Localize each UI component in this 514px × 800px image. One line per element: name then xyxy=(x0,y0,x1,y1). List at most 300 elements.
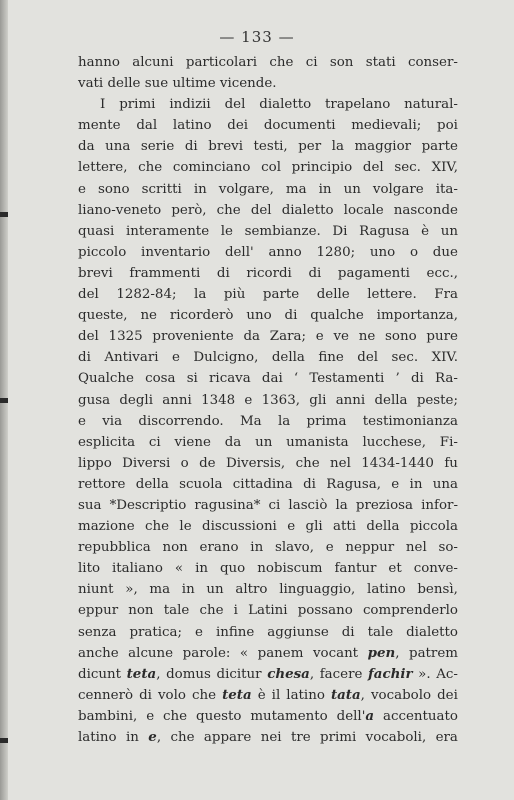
text-line xyxy=(78,664,458,685)
margin-mark xyxy=(0,212,8,217)
word: che xyxy=(163,708,188,724)
word: dialetto xyxy=(281,202,334,218)
word: Fi- xyxy=(439,434,458,450)
margin-mark xyxy=(0,398,8,403)
word: del xyxy=(224,97,246,113)
word: discorrendo. xyxy=(138,413,224,429)
text-line xyxy=(78,706,458,727)
word: e xyxy=(315,329,324,345)
word: in xyxy=(195,561,208,577)
word: in xyxy=(126,730,139,745)
word: piccolo xyxy=(78,244,127,260)
word: uno xyxy=(369,244,396,260)
word: della xyxy=(374,392,408,408)
word: Ra- xyxy=(434,371,458,387)
word: lito xyxy=(78,561,101,577)
word: in xyxy=(409,476,423,492)
word: primi xyxy=(119,97,156,113)
word: parte xyxy=(262,287,300,303)
word: 1325 xyxy=(108,329,143,345)
text-line xyxy=(78,643,458,664)
word: sec. xyxy=(391,350,419,366)
word: e xyxy=(244,392,253,408)
word: sec. xyxy=(394,160,421,176)
word: medievali; xyxy=(351,118,422,134)
word: di xyxy=(284,308,298,324)
word: volgare xyxy=(372,181,424,197)
word: quo xyxy=(219,561,246,577)
word: lasciò xyxy=(288,497,328,513)
word: Qualche xyxy=(78,371,134,387)
word: testimonianza xyxy=(362,413,458,429)
word: senza xyxy=(78,624,117,640)
text-line xyxy=(78,453,458,474)
word: anche xyxy=(78,645,119,661)
text-line xyxy=(78,537,458,558)
word: gli xyxy=(309,392,327,408)
word: per xyxy=(298,139,322,155)
word: sembianze. xyxy=(244,223,321,239)
word: Fra xyxy=(434,287,458,303)
text-line xyxy=(78,115,458,136)
word: testi, xyxy=(253,139,288,155)
word: ragusina* xyxy=(194,497,261,513)
word: era xyxy=(435,730,458,745)
word: viene xyxy=(174,434,211,450)
word: di xyxy=(216,265,230,281)
word: il xyxy=(271,687,281,703)
text-line xyxy=(78,411,458,432)
word: », xyxy=(125,582,138,598)
word: slavo, xyxy=(274,540,314,556)
word: in xyxy=(193,181,207,197)
word: ». xyxy=(418,666,431,682)
word: ita- xyxy=(435,181,458,197)
word: anni xyxy=(335,392,366,408)
word: e xyxy=(195,624,203,640)
word: degli xyxy=(119,392,153,408)
word: atti xyxy=(333,519,357,535)
word: di xyxy=(78,350,91,366)
word: da xyxy=(78,139,95,155)
word: dai xyxy=(261,371,283,387)
word: brevi xyxy=(208,139,243,155)
text-line xyxy=(78,600,458,621)
word: di xyxy=(341,624,355,640)
word: de xyxy=(199,455,216,471)
word: pen, xyxy=(367,644,400,661)
word: quasi xyxy=(78,223,115,239)
text-line xyxy=(78,242,458,263)
word: e xyxy=(172,350,180,366)
word: proveniente xyxy=(152,329,234,345)
word: del xyxy=(357,350,379,366)
word: italiano xyxy=(112,561,163,577)
word: queste, xyxy=(78,308,128,324)
word: che xyxy=(199,603,224,619)
word: o xyxy=(409,244,419,260)
word: natural- xyxy=(404,97,458,113)
word: stati xyxy=(365,55,396,70)
word: le xyxy=(220,223,233,239)
word: ‘ xyxy=(293,371,299,387)
word: trapelano xyxy=(325,97,391,113)
word: scritti xyxy=(141,181,182,197)
word: tata, xyxy=(330,686,365,703)
word: gli xyxy=(305,519,323,535)
word: e, xyxy=(148,729,162,745)
word: possano xyxy=(297,603,353,619)
word: Dulcigno, xyxy=(193,350,259,366)
word: comprenderlo xyxy=(362,603,458,619)
word: da xyxy=(243,329,261,345)
word: della xyxy=(135,476,169,492)
word: chesa, xyxy=(267,665,315,682)
text-line xyxy=(78,347,458,368)
word: non xyxy=(162,540,188,556)
word: scuola xyxy=(179,476,223,492)
word: col xyxy=(261,160,281,176)
word: repubblica xyxy=(78,540,151,556)
word: un xyxy=(255,434,273,450)
word: alcune xyxy=(128,645,174,661)
word: del xyxy=(362,160,384,176)
text-line xyxy=(78,495,458,516)
word: dal xyxy=(136,118,158,134)
word: mutamento xyxy=(250,708,328,724)
word: delle xyxy=(107,76,141,92)
word: una xyxy=(432,476,458,492)
word: anno xyxy=(268,244,302,260)
word: particolari xyxy=(185,55,258,70)
word: « xyxy=(174,561,184,577)
word: infine xyxy=(215,624,255,640)
word: piccola xyxy=(409,519,458,535)
word: ’ xyxy=(395,371,400,387)
word: ne xyxy=(358,329,376,345)
word: da xyxy=(224,434,242,450)
word: serie xyxy=(140,139,175,155)
word: vocabolo xyxy=(370,687,432,703)
text-line xyxy=(78,432,458,453)
word: fine xyxy=(318,350,344,366)
word: della xyxy=(366,519,400,535)
word: due xyxy=(432,244,458,260)
word: i xyxy=(233,603,238,619)
word: linguaggio, xyxy=(279,582,356,598)
word: accentuato xyxy=(382,708,458,724)
word: hanno xyxy=(78,55,120,70)
word: e xyxy=(325,540,334,556)
text-line xyxy=(78,52,458,73)
word: la xyxy=(335,497,348,513)
word: niunt xyxy=(78,582,114,598)
word: discussioni xyxy=(202,519,277,535)
word: mazione xyxy=(78,519,135,535)
word: latino xyxy=(286,687,325,703)
word: appare xyxy=(203,730,252,745)
word: conser- xyxy=(407,55,458,70)
word: ne xyxy=(140,308,157,324)
word: cosa xyxy=(145,371,176,387)
word: e xyxy=(146,708,155,724)
word: dialetto xyxy=(259,97,312,113)
word: teta xyxy=(222,686,252,703)
word: son xyxy=(329,55,354,70)
word: è xyxy=(257,687,266,703)
word: latino xyxy=(367,582,406,598)
word: un xyxy=(206,582,224,598)
word: ci xyxy=(268,497,281,513)
word: teta, xyxy=(126,665,161,682)
text-line xyxy=(78,179,458,200)
word: vicende. xyxy=(219,76,277,92)
word: che xyxy=(295,455,320,471)
word: primi xyxy=(320,730,357,745)
word: un xyxy=(440,223,458,239)
word: dei xyxy=(227,118,249,134)
word: in xyxy=(318,181,332,197)
margin-mark xyxy=(0,738,8,743)
word: patrem xyxy=(409,645,458,661)
word: mente xyxy=(78,118,121,134)
word: *Descriptio xyxy=(109,497,187,513)
word: bambini, xyxy=(78,708,138,724)
word: di xyxy=(303,476,316,492)
word: che xyxy=(145,519,170,535)
text-line xyxy=(78,73,458,94)
word: interamente xyxy=(125,223,210,239)
text-line xyxy=(78,558,458,579)
word: latino xyxy=(172,118,212,134)
word: ricorderò xyxy=(169,308,234,324)
word: parte xyxy=(421,139,458,155)
word: del xyxy=(250,202,272,218)
word: di xyxy=(410,371,424,387)
word: dell' xyxy=(224,244,254,260)
word: documenti xyxy=(263,118,336,134)
word: bensì, xyxy=(417,582,458,598)
text-line xyxy=(78,221,458,242)
word: principio xyxy=(291,160,353,176)
word: preziosa xyxy=(355,497,414,513)
word: è xyxy=(421,223,430,239)
word: tre xyxy=(290,730,311,745)
word: panem xyxy=(257,645,304,661)
text-line xyxy=(78,727,458,748)
word: via xyxy=(102,413,123,429)
text-line xyxy=(78,516,458,537)
word: la xyxy=(277,413,291,429)
word: pure xyxy=(426,329,458,345)
text-line xyxy=(78,474,458,495)
word: infor- xyxy=(421,497,458,513)
word: domus xyxy=(166,666,211,682)
word: del xyxy=(78,329,99,345)
word: cittadina xyxy=(232,476,293,492)
word: neppur xyxy=(345,540,395,556)
text-line xyxy=(78,579,458,600)
text-line xyxy=(78,94,458,115)
word: locale xyxy=(343,202,384,218)
word: maggior xyxy=(354,139,412,155)
word: so- xyxy=(438,540,458,556)
word: volo xyxy=(157,687,186,703)
word: et xyxy=(388,561,402,577)
word: che xyxy=(216,202,241,218)
word: esplicita xyxy=(78,434,136,450)
word: gusa xyxy=(78,392,111,408)
word: ma xyxy=(285,181,307,197)
word: « xyxy=(239,645,249,661)
word: delle xyxy=(316,287,350,303)
word: tale xyxy=(163,603,190,619)
word: le xyxy=(179,519,192,535)
word: della xyxy=(271,350,305,366)
word: più xyxy=(223,287,246,303)
word: la xyxy=(331,139,344,155)
word: questo xyxy=(196,708,242,724)
word: in xyxy=(250,540,264,556)
body-text xyxy=(78,52,458,748)
word: aggiunse xyxy=(267,624,329,640)
word: liano-veneto xyxy=(78,202,162,218)
word: e xyxy=(391,476,400,492)
word: lippo xyxy=(78,455,112,471)
word: un xyxy=(343,181,361,197)
word: si xyxy=(186,371,198,387)
word: rettore xyxy=(78,476,126,492)
word: cennerò xyxy=(78,687,134,703)
word: ci xyxy=(305,55,318,70)
word: ecc., xyxy=(426,265,458,281)
word: Antivari xyxy=(104,350,159,366)
word: di xyxy=(139,687,152,703)
word: fu xyxy=(444,455,458,471)
word: XIV, xyxy=(431,160,458,176)
word: Ma xyxy=(239,413,262,429)
text-line xyxy=(78,263,458,284)
word: ve xyxy=(333,329,349,345)
word: 1363, xyxy=(261,392,300,408)
word: 1280; xyxy=(316,244,356,260)
word: XIV. xyxy=(431,350,458,366)
word: sue xyxy=(144,76,169,92)
word: fantur xyxy=(334,561,377,577)
word: Testamenti xyxy=(309,371,385,387)
word: conve- xyxy=(413,561,458,577)
word: uno xyxy=(246,308,272,324)
word: dell'a xyxy=(336,707,375,724)
text-line xyxy=(78,200,458,221)
word: anni xyxy=(162,392,192,408)
text-line xyxy=(78,622,458,643)
word: Ragusa, xyxy=(326,476,381,492)
word: inventario xyxy=(141,244,211,260)
text-line xyxy=(78,136,458,157)
word: in xyxy=(181,582,195,598)
word: Diversis, xyxy=(225,455,286,471)
word: o xyxy=(180,455,189,471)
word: umanista xyxy=(286,434,349,450)
word: 1282-84; xyxy=(116,287,177,303)
word: volgare, xyxy=(218,181,274,197)
word: eppur xyxy=(78,603,119,619)
word: nel xyxy=(405,540,427,556)
word: ma xyxy=(149,582,171,598)
word: qualche xyxy=(310,308,364,324)
word: erano xyxy=(199,540,239,556)
word: fachir xyxy=(368,665,413,682)
word: sono xyxy=(385,329,417,345)
word: cominciano xyxy=(172,160,251,176)
text-line xyxy=(78,685,458,706)
word: Latini xyxy=(248,603,288,619)
word: nel xyxy=(330,455,351,471)
word: ci xyxy=(148,434,161,450)
word: che xyxy=(269,55,294,70)
word: nobiscum xyxy=(257,561,323,577)
word: però, xyxy=(171,202,207,218)
word: e xyxy=(78,181,86,197)
word: nei xyxy=(260,730,282,745)
text-line xyxy=(78,305,458,326)
word: lucchese, xyxy=(362,434,426,450)
word: e xyxy=(78,413,86,429)
word: dei xyxy=(437,687,458,703)
word: dicunt xyxy=(78,666,121,682)
word: parole: xyxy=(182,645,231,661)
word: Ac- xyxy=(436,666,458,682)
word: che xyxy=(170,730,195,745)
word: poi xyxy=(437,118,458,134)
word: brevi xyxy=(78,265,113,281)
word: ricava xyxy=(209,371,251,387)
word: Diversi xyxy=(122,455,171,471)
word: del xyxy=(78,287,99,303)
word: prima xyxy=(306,413,347,429)
page-number: — 133 — xyxy=(219,28,295,46)
word: 1434-1440 xyxy=(361,455,434,471)
word: Zara; xyxy=(269,329,306,345)
text-line xyxy=(78,326,458,347)
word: frammenti xyxy=(129,265,201,281)
word: latino xyxy=(78,730,117,745)
text-line xyxy=(78,157,458,178)
word: pratica; xyxy=(129,624,183,640)
word: sua xyxy=(78,497,102,513)
text-line xyxy=(78,368,458,389)
word: che xyxy=(138,160,163,176)
word: di xyxy=(308,265,322,281)
word: importanza, xyxy=(376,308,458,324)
word: I xyxy=(100,97,106,113)
word: altro xyxy=(235,582,268,598)
word: e xyxy=(287,519,296,535)
word: che xyxy=(192,687,217,703)
word: lettere. xyxy=(367,287,417,303)
word: tale xyxy=(367,624,394,640)
word: di xyxy=(184,139,198,155)
text-line xyxy=(78,390,458,411)
word: lettere, xyxy=(78,160,128,176)
word: vocant xyxy=(312,645,359,661)
word: vati xyxy=(78,76,104,92)
word: pagamenti xyxy=(337,265,410,281)
word: indizii xyxy=(169,97,211,113)
word: ultime xyxy=(172,76,216,92)
word: vocaboli, xyxy=(365,730,427,745)
